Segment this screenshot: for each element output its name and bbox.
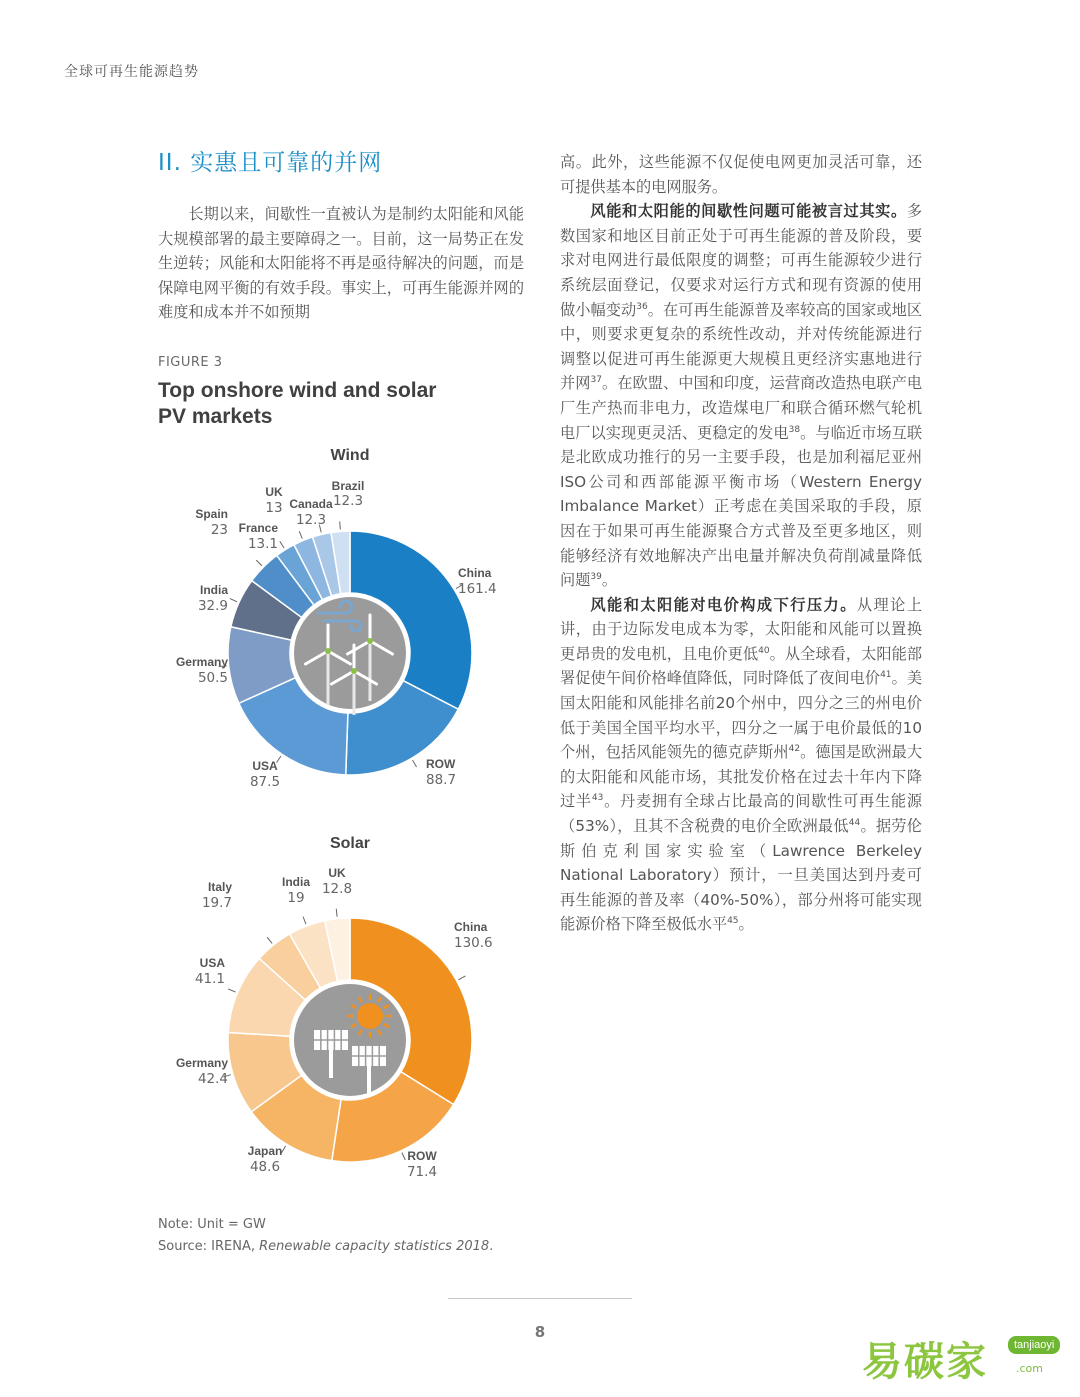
paragraph-heading: 风能和太阳能对电价构成下行压力。 — [590, 595, 857, 614]
leader-line — [267, 937, 272, 943]
footnote-ref: 45 — [727, 916, 739, 927]
leader-line — [458, 976, 465, 980]
slice-value: 130.6 — [454, 935, 493, 951]
paragraph-price-pressure: 风能和太阳能对电价构成下行压力。从理论上讲，由于边际发电成本为零，太阳能和风能可以置换更昂贵的发电机，且电价更低$^{40}$。从全球看，太阳能部署促使午间价格峰值降低，同时降低了夜间电价$^{41}$。美国太阳能和风能排名前20个州中，四分之三的州电价低于美国全国平均水平，四分之一属于电价最低的10个州，包括风能领先的德克萨斯州$^{42}$。德国是欧洲最大的太阳能和风能市场，其批发价格在过去十年内下降过半$^{43}$。丹麦拥有全球占比最高的间歇性可再生能源（53%），且其不含税费的电价全欧洲最低$^{44}$。据劳伦斯伯克利国家实验室（Lawrence Berkeley National Laboratory）预计，一旦美国达到丹麦可再生能源的普及率（40%-50%），部分州将可能实现能源价格下降至极低水平$^{45}$。 — [560, 595, 923, 934]
slice-value: 42.4 — [197, 1071, 228, 1087]
paragraph-continued: 高。此外，这些能源不仅促使电网更加灵活可靠，还可提供基本的电网服务。 — [560, 153, 922, 196]
footnote-ref: 36 — [636, 301, 648, 312]
slice-label: UK — [265, 485, 283, 499]
watermark-logo: 易碳家 — [862, 1339, 988, 1385]
slice-label: USA — [199, 956, 225, 970]
slice-label: UK — [328, 866, 346, 880]
slice-value: 161.4 — [458, 581, 497, 597]
slice-label: Canada — [289, 497, 333, 511]
watermark-domain: .com — [1016, 1362, 1043, 1375]
slice-value: 87.5 — [249, 774, 281, 790]
slice-label: China — [454, 920, 488, 934]
center-disc — [294, 984, 406, 1096]
slice-label: USA — [252, 759, 278, 773]
slice-value: 23 — [210, 522, 228, 538]
slice-value: 19.7 — [201, 895, 232, 911]
slice-label: Brazil — [331, 479, 365, 493]
paragraph-heading: 风能和太阳能的间歇性问题可能被言过其实。 — [590, 202, 907, 221]
footnote-ref: 44 — [848, 817, 861, 828]
figure-title: Top onshore wind and solar PV markets — [158, 379, 437, 428]
slice-value: 41.1 — [194, 971, 225, 987]
slice-value: 88.7 — [426, 772, 457, 788]
intro-paragraph: 长期以来，间歇性一直被认为是制约太阳能和风能大规模部署的最主要障碍之一。目前，这一局势正在发生逆转；风能和太阳能将不再是亟待解决的问题，而是保障电网平衡的有效手段。事实上，可再生能源并网的难度和成本并不如预期 — [158, 205, 524, 322]
slice-label: China — [458, 566, 492, 580]
slice-label: Germany — [175, 1056, 228, 1070]
slice-value: 12.8 — [321, 881, 353, 897]
wind-donut-chart — [176, 447, 497, 790]
footnote-ref: 37 — [590, 375, 602, 386]
figure-label: FIGURE 3 — [158, 355, 223, 370]
slice-label: France — [238, 521, 278, 535]
leader-line — [230, 598, 237, 601]
footnote-ref: 43 — [591, 793, 604, 804]
footnote-ref: 38 — [788, 424, 801, 435]
slice-value: 12.3 — [332, 493, 364, 509]
footnote-ref: 39 — [590, 572, 602, 583]
left-column-text — [158, 202, 524, 325]
slice-value: 13.1 — [247, 536, 278, 552]
slice-label: ROW — [407, 1149, 437, 1163]
slice-value: 32.9 — [197, 598, 228, 614]
slice-label: ROW — [426, 757, 456, 771]
leader-line — [256, 560, 262, 566]
slice-label: India — [199, 583, 228, 597]
slice-label: Spain — [195, 507, 228, 521]
slice-value: 12.3 — [295, 512, 327, 528]
slice-value: 13 — [265, 500, 283, 516]
chart-title: Solar — [329, 835, 371, 852]
source-title: Renewable capacity statistics 2018 — [259, 1239, 490, 1254]
footer-rule — [448, 1298, 632, 1299]
slice-value: 71.4 — [406, 1164, 438, 1180]
solar-donut-chart — [176, 835, 493, 1180]
slice-label: Japan — [247, 1144, 283, 1158]
footnote-ref: 40 — [758, 645, 770, 656]
leader-line — [340, 521, 341, 529]
leader-line — [336, 909, 337, 917]
paragraph-intermittency: 风能和太阳能的间歇性问题可能被言过其实。多数国家和地区目前正处于可再生能源的普及阶段，要求对电网进行最低限度的调整；可再生能源较少进行系统层面登记，仅要求对运行方式和现有资源的使用做小幅变动$^{36}$。在可再生能源普及率较高的国家或地区中，则要求更复杂的系统性改动，并对传统能源进行调整以促进可再生能源更大规模且更经济实惠地进行并网$^{37}$。在欧盟、中国和印度，运营商改造热电联产电厂生产热而非电力，改造煤电厂和联合循环燃气轮机电厂以实现更灵活、更稳定的发电$^{38}$。与临近市场互联是北欧成功推行的另一主要手段，也是加利福尼亚州ISO公司和西部能源平衡市场（Western Energy Imbalance Market）正考虑在美国采取的手段，原因在于如果可再生能源聚合方式普及至更多地区，则能够经济有效地解决产出电量并解决负荷削减量降低问题$^{39}$。 — [560, 202, 923, 590]
watermark-badge: tanjiaoyi — [1008, 1336, 1060, 1354]
leader-line — [280, 541, 284, 548]
slice-value: 50.5 — [197, 670, 228, 686]
footnote-ref: 41 — [880, 670, 892, 681]
figure-source: Source: IRENA, Renewable capacity statistics 2018. — [158, 1239, 494, 1254]
slice-label: India — [281, 875, 311, 889]
leader-line — [299, 531, 302, 538]
slice-label: Italy — [207, 880, 232, 894]
chart-title: Wind — [330, 447, 370, 464]
leader-line — [402, 1153, 405, 1160]
footnote-ref: 42 — [788, 744, 801, 755]
section-title: II. 实惠且可靠的并网 — [158, 150, 383, 176]
figure-notes — [158, 1214, 493, 1258]
leader-line — [303, 917, 306, 924]
figure-charts — [150, 436, 530, 1196]
slice-value: 48.6 — [249, 1159, 281, 1175]
page-number: 8 — [534, 1323, 546, 1341]
slice-label: Germany — [175, 655, 228, 669]
right-column-text — [560, 150, 922, 937]
slice-value: 19 — [287, 890, 305, 906]
running-header: 全球可再生能源趋势 — [64, 64, 199, 80]
leader-line — [228, 989, 235, 992]
figure-note: Note: Unit = GW — [158, 1217, 266, 1232]
leader-line — [413, 760, 417, 767]
